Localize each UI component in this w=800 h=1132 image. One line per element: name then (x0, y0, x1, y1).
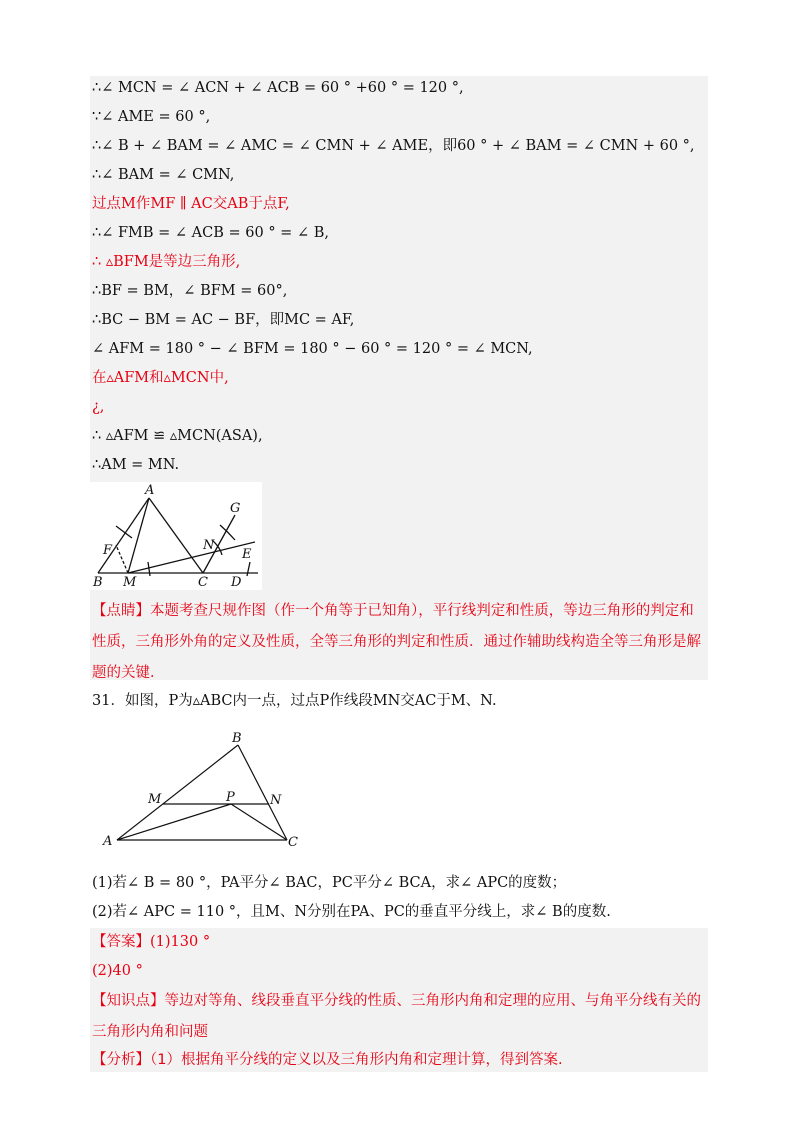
knowledge-text: 【知识点】等边对等角、线段垂直平分线的性质、三角形内角和定理的应用、与角平分线有关的三角形内角和问题 (92, 993, 701, 1040)
solution-line-1: ∴∠ MCN = ∠ ACN + ∠ ACB = 60 ° +60 ° = 120 °, (92, 80, 464, 96)
solution-line-14: ∴AM = MN. (92, 457, 180, 473)
label-B: B (93, 575, 103, 590)
comment-text: 【点睛】本题考查尺规作图（作一个角等于已知角），平行线判定和性质，等边三角形的判定和性质，三角形外角的定义及性质，全等三角形的判定和性质．通过作辅助线构造全等三角形是解题的关键． (92, 603, 701, 681)
solution-line-4: ∴∠ BAM = ∠ CMN, (92, 167, 235, 183)
fig2-label-M: M (148, 792, 162, 807)
solution-line-12: ¿, (92, 399, 105, 415)
solution-line-2: ∵∠ AME = 60 °, (92, 109, 211, 125)
analysis-text: 【分析】（1）根据角平分线的定义以及三角形内角和定理计算，得到答案. (92, 1052, 563, 1068)
fig2-label-B: B (232, 731, 242, 746)
answer-line-1: 【答案】(1)130 ° (92, 934, 211, 950)
label-C: C (198, 575, 208, 590)
solution-line-3: ∴∠ B + ∠ BAM = ∠ AMC = ∠ CMN + ∠ AME，即60 ° + ∠ BAM = ∠ CMN + 60 °, (92, 138, 695, 154)
solution-line-8: ∴BF = BM，∠ BFM = 60°, (92, 283, 288, 299)
subquestion-1: (1)若∠ B = 80 °，PA平分∠ BAC，PC平分∠ BCA，求∠ APC的度数； (92, 875, 567, 891)
triangle-figure (98, 728, 308, 852)
subquestion-2: (2)若∠ APC = 110 °，且M、N分别在PA、PC的垂直平分线上，求∠ B的度数. (92, 904, 611, 920)
solution-line-10: ∠ AFM = 180 ° − ∠ BFM = 180 ° − 60 ° = 120 ° = ∠ MCN, (92, 341, 533, 357)
fig2-label-N: N (270, 793, 282, 808)
label-A: A (145, 483, 155, 498)
fig2-label-A: A (103, 834, 113, 849)
solution-line-11: 在▵AFM和▵MCN中, (92, 370, 229, 386)
label-F: F (103, 543, 113, 558)
solution-line-5: 过点M作MF ∥ AC交AB于点F, (92, 196, 290, 212)
fig2-label-C: C (288, 835, 298, 850)
solution-line-7: ∴ ▵BFM是等边三角形, (92, 254, 241, 270)
solution-line-13: ∴ ▵AFM ≌ ▵MCN(ASA), (92, 428, 263, 444)
label-E: E (242, 547, 252, 562)
label-N: N (203, 538, 215, 553)
solution-line-9: ∴BC − BM = AC − BF，即MC = AF, (92, 312, 355, 328)
solution-line-6: ∴∠ FMB = ∠ ACB = 60 ° = ∠ B, (92, 225, 329, 241)
answer-line-2: (2)40 ° (92, 963, 143, 979)
label-M: M (123, 575, 137, 590)
construction-figure (90, 482, 262, 590)
question-31: 31．如图，P为▵ABC内一点，过点P作线段MN交AC于M、N. (92, 693, 497, 709)
label-G: G (230, 501, 241, 516)
fig2-label-P: P (226, 790, 235, 805)
label-D: D (231, 575, 242, 590)
